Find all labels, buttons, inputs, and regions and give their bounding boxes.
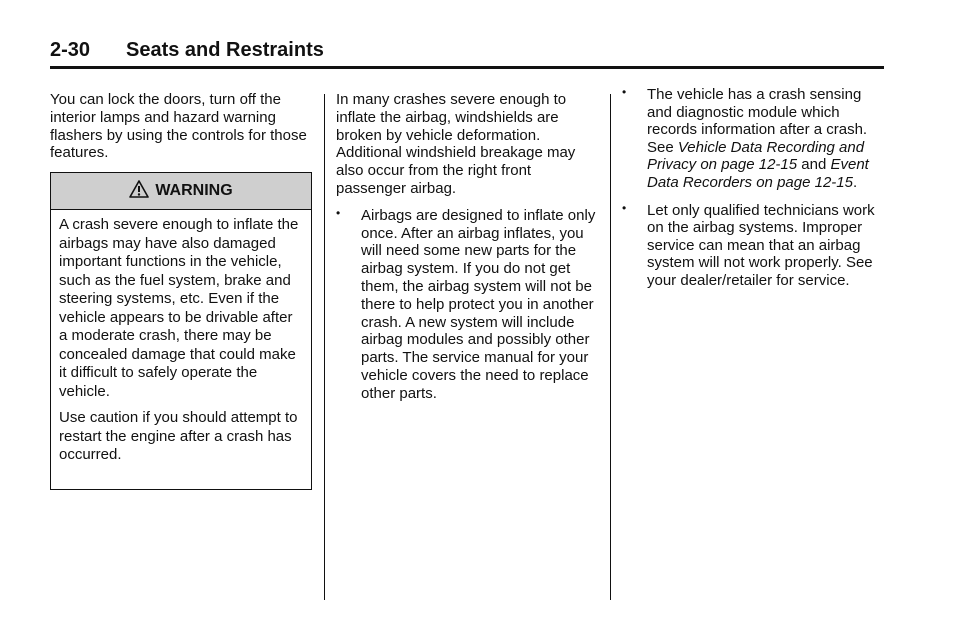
bullet-icon: • [622, 85, 627, 99]
warning-paragraph: A crash severe enough to inflate the airbags may have also damaged important functions in the vehicle, such as the fuel system, brake and steering systems, etc. Even if the vehicle appears to be drivable after a moderate crash, there may be concealed damage that could make it difficult to safely operate the vehicle. [59, 216, 299, 400]
cross-reference-link[interactable]: Vehicle Data Recording and Privacy on page 12-15 [647, 138, 865, 174]
bullet-text-segment: . [852, 173, 858, 191]
warning-title: WARNING [155, 182, 233, 199]
warning-body [51, 210, 311, 465]
bullet-text: Let only qualified technicians work on the airbag systems. Improper service can mean that an airbag system will not work properly. See your dealer/retailer for service. [647, 201, 875, 289]
page-header [50, 38, 884, 69]
intro-paragraph: In many crashes severe enough to inflate the airbag, windshields are broken by vehicle deformation. Additional windshield breakage may also occur from the right front passenger airbag. [336, 91, 576, 197]
warning-paragraph: Use caution if you should attempt to restart the engine after a crash has occurred. [59, 409, 298, 463]
bullet-text [647, 86, 869, 191]
bullet-item [336, 207, 598, 403]
bullet-icon: • [336, 205, 341, 220]
bullet-item [622, 202, 884, 290]
column-3 [622, 86, 884, 290]
column-divider [324, 94, 325, 600]
warning-triangle-icon [129, 180, 149, 203]
bullet-icon: • [622, 200, 627, 215]
bullet-text: Airbags are designed to inflate only once. After an airbag inflates, you will need some new parts for the airbag system. If you do not get them, the airbag system will not be there to help protect you in another crash. A new system will include airbag modules and possibly other parts. The service manual for your vehicle covers the need to replace other parts. [361, 206, 596, 402]
bullet-text-segment: and [797, 156, 831, 174]
intro-paragraph: You can lock the doors, turn off the interior lamps and hazard warning flashers by using the controls for those features. [50, 91, 307, 162]
column-2 [336, 91, 598, 403]
warning-box [50, 172, 312, 490]
column-1 [50, 91, 312, 162]
cross-reference-link[interactable]: Event Data Recorders on page 12-15 [647, 156, 869, 191]
column-divider [610, 94, 611, 600]
warning-header [51, 173, 311, 210]
bullet-item [622, 86, 884, 192]
page-number: 2-30 [50, 39, 91, 61]
bullet-text-segment: The vehicle has a crash sensing and diagnostic module which records information after a crash. See [647, 86, 868, 156]
section-title: Seats and Restraints [126, 39, 324, 61]
